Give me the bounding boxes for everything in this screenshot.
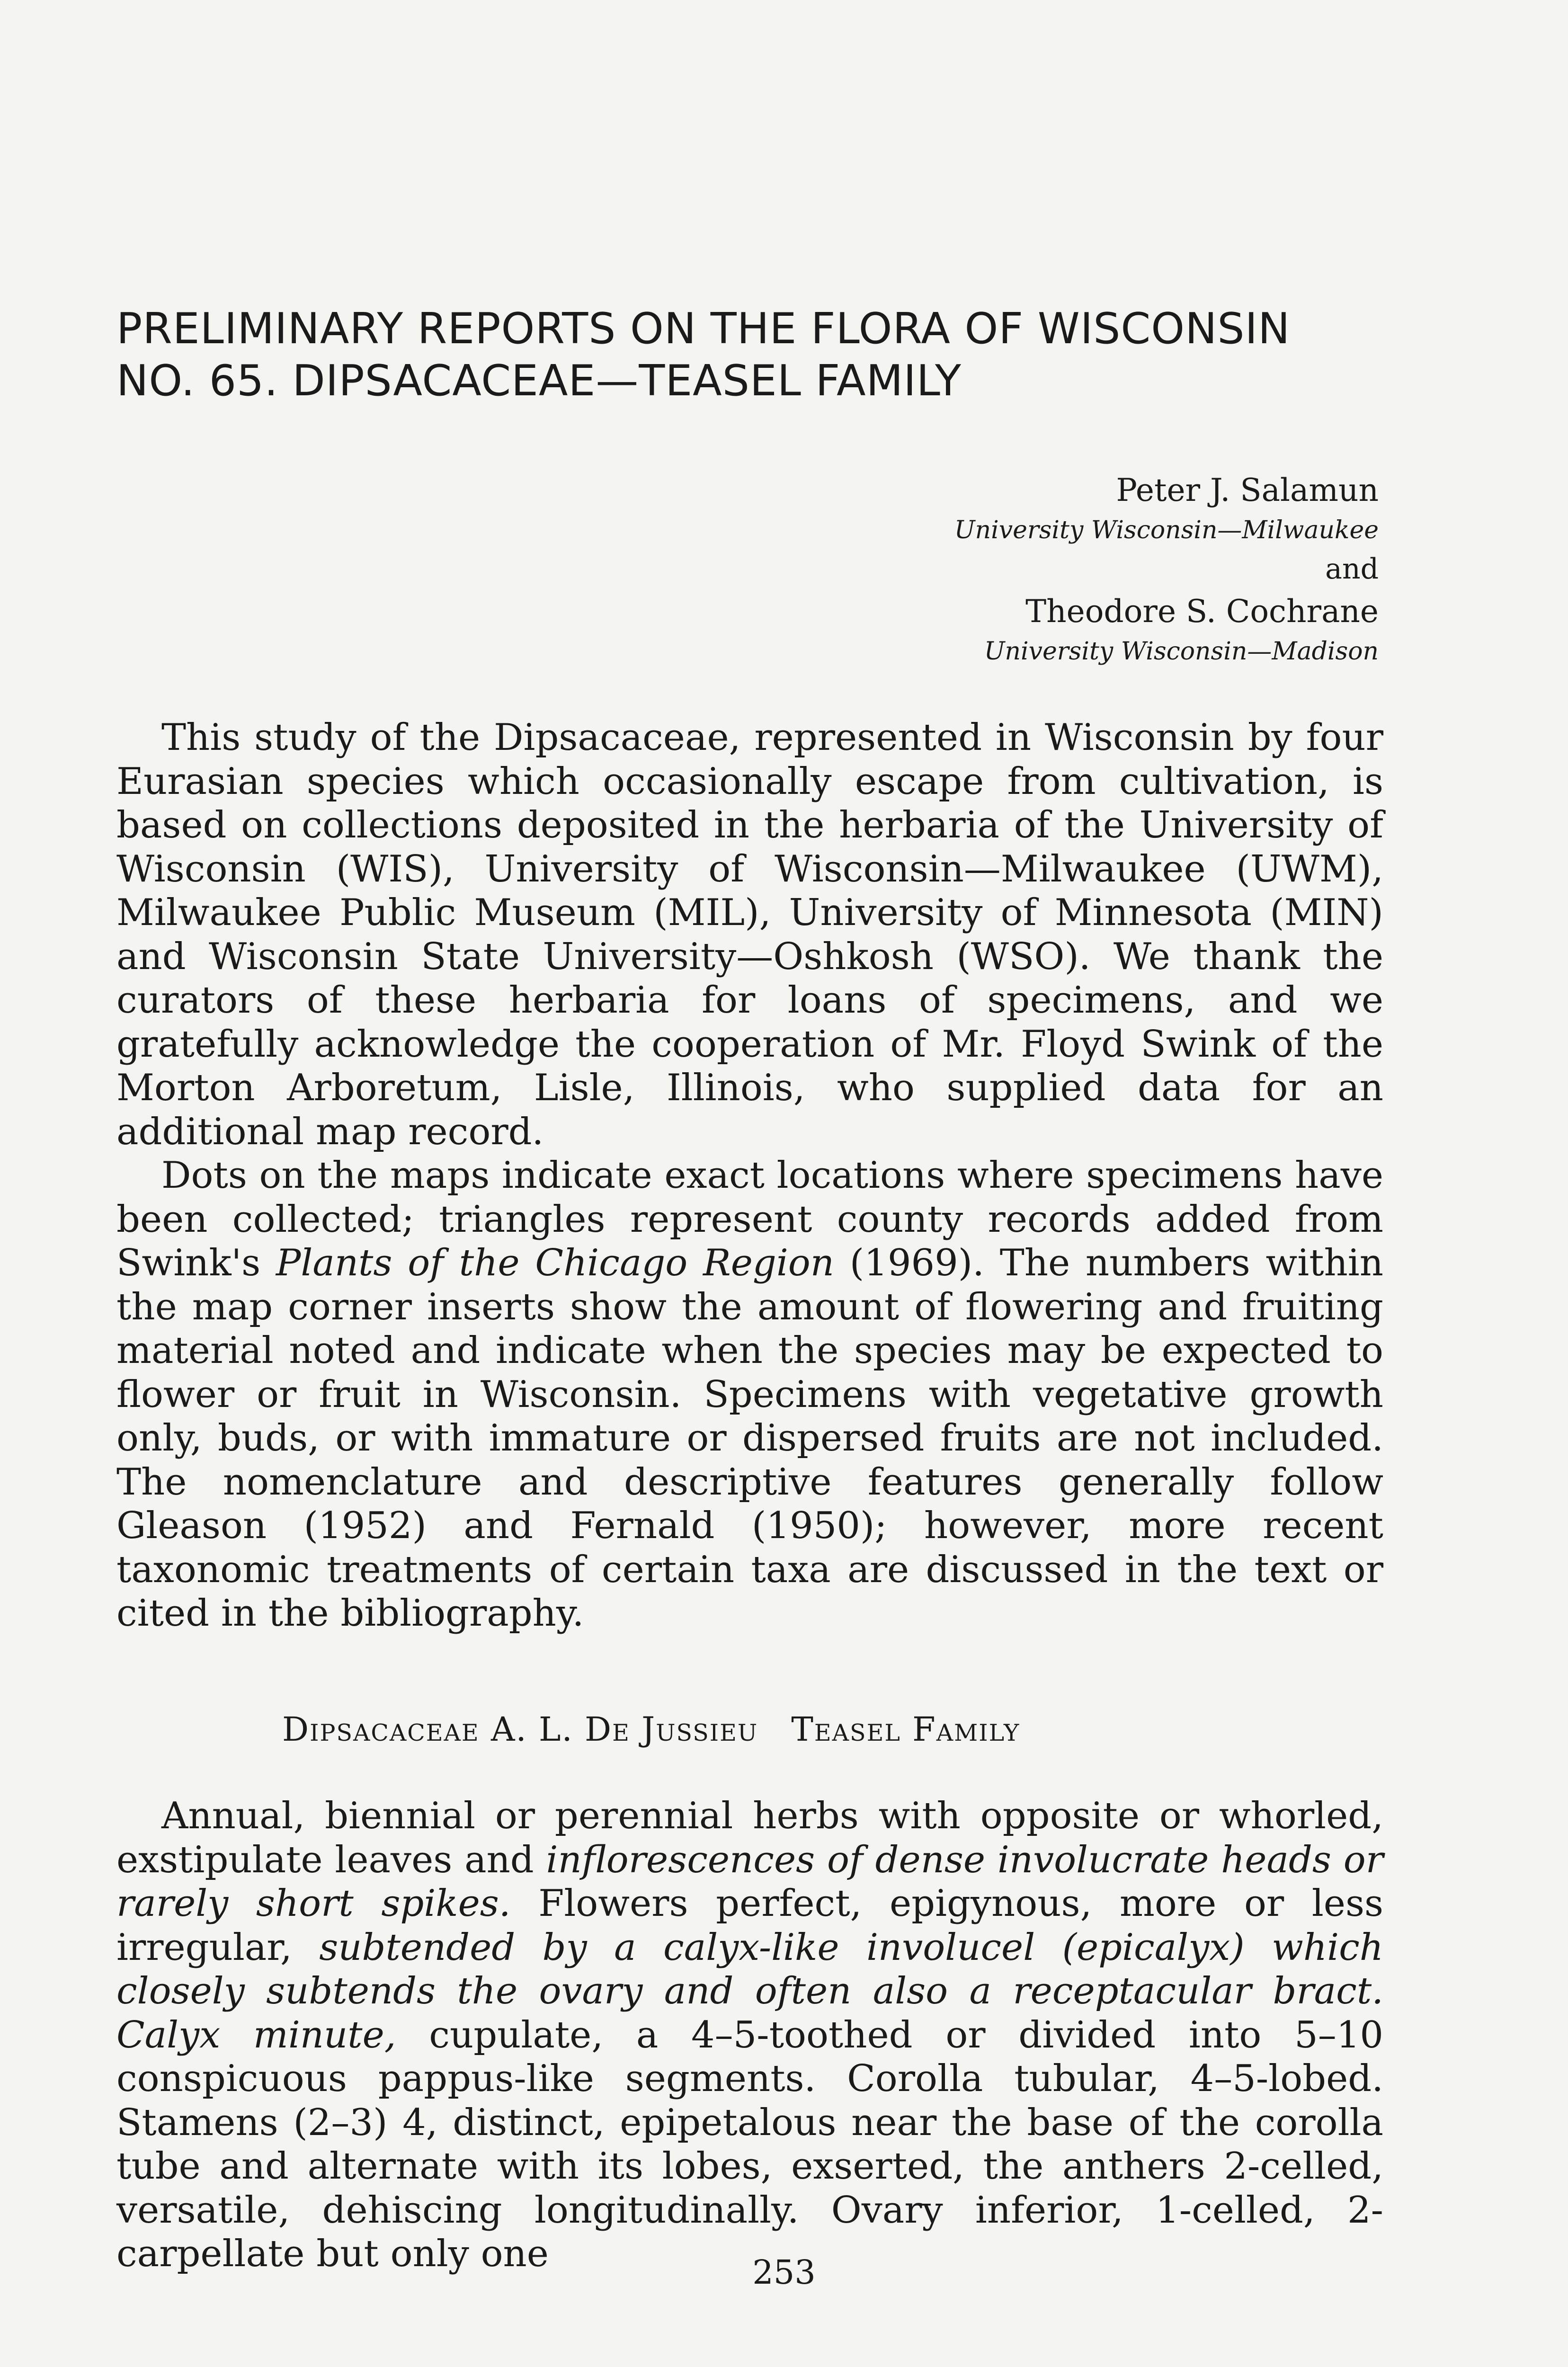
page-number: 253 (752, 2253, 816, 2292)
title-line-1: PRELIMINARY REPORTS ON THE FLORA OF WISCONSIN (116, 304, 1291, 354)
family-description (116, 1794, 1383, 2276)
article-title (116, 303, 1489, 407)
title-line-2: NO. 65. DIPSACACEAE—TEASEL FAMILY (116, 356, 962, 406)
description-paragraph (116, 1794, 1383, 2276)
intro-p2-end: (1969). The numbers within the map corner inserts show the amount of flowering and fruiting material noted and indicate when the species may be expected to flower or fruit in Wisconsin. Specimens with vegetative growth only, buds, or with immature or dispersed fruits are not included. The nomenclature and descriptive features generally follow Gleason (1952) and Fernald (1950); however, more recent taxonomic treatments of certain taxa are discussed in the text or cited in the bibliography. (116, 1242, 1383, 1635)
author-name-2: Theodore S. Cochrane (1025, 593, 1379, 630)
introduction-text (116, 716, 1383, 1636)
author-name-1: Peter J. Salamun (1116, 472, 1379, 508)
family-common-name: Teasel Family (791, 1710, 1020, 1749)
desc-italic-2: subtended by a calyx-like involucel (epicalyx) which closely subtends the ovary and often also a receptacular bract. Calyx minute, (116, 1926, 1383, 2056)
author-block (954, 469, 1379, 669)
desc-italic-1: inflorescences of dense involucrate heads or rarely short spikes. (116, 1838, 1383, 1925)
intro-paragraph-1: This study of the Dipsacaceae, represented in Wisconsin by four Eurasian species which occasionally escape from cultivation, is based on collections deposited in the herbaria of the University of Wisconsin (WIS), University of Wisconsin—Milwaukee (UWM), Milwaukee Public Museum (MIL), University of Minnesota (MIN) and Wisconsin State University—Oshkosh (WSO). We thank the curators of these herbaria for loans of specimens, and we gratefully acknowledge the cooperation of Mr. Floyd Swink of the Morton Arboretum, Lisle, Illinois, who supplied data for an additional map record. (116, 716, 1383, 1153)
desc-part-1: Annual, biennial or perennial herbs with opposite or whorled, exstipulate leaves and (116, 1795, 1383, 1881)
desc-part-3: cupulate, a 4–5-toothed or divided into 5–10 conspicuous pappus-like segments. Corolla tubular, 4–5-lobed. Stamens (2–3) 4, distinct, epipetalous near the base of the corolla tube and alternate with its lobes, exserted, the anthers 2-celled, versatile, dehiscing longitudinally. Ovary inferior, 1-celled, 2-carpellate but only one (116, 2013, 1383, 2275)
cited-book-title: Plants of the Chicago Region (276, 1242, 834, 1284)
desc-part-2: Flowers perfect, epigynous, more or less irregular, (116, 1882, 1384, 1969)
intro-p2-start: Dots on the maps indicate exact locations where specimens have been collected; triangles represent county records added from Swink's (116, 1154, 1383, 1284)
author-affiliation-2: University Wisconsin—Madison (984, 637, 1379, 666)
section-heading (282, 1708, 1020, 1751)
intro-paragraph-2 (116, 1154, 1383, 1636)
author-affiliation-1: University Wisconsin—Milwaukee (954, 516, 1379, 544)
author-joiner: and (1325, 552, 1379, 586)
family-name: Dipsacaceae A. L. De Jussieu (282, 1710, 758, 1749)
